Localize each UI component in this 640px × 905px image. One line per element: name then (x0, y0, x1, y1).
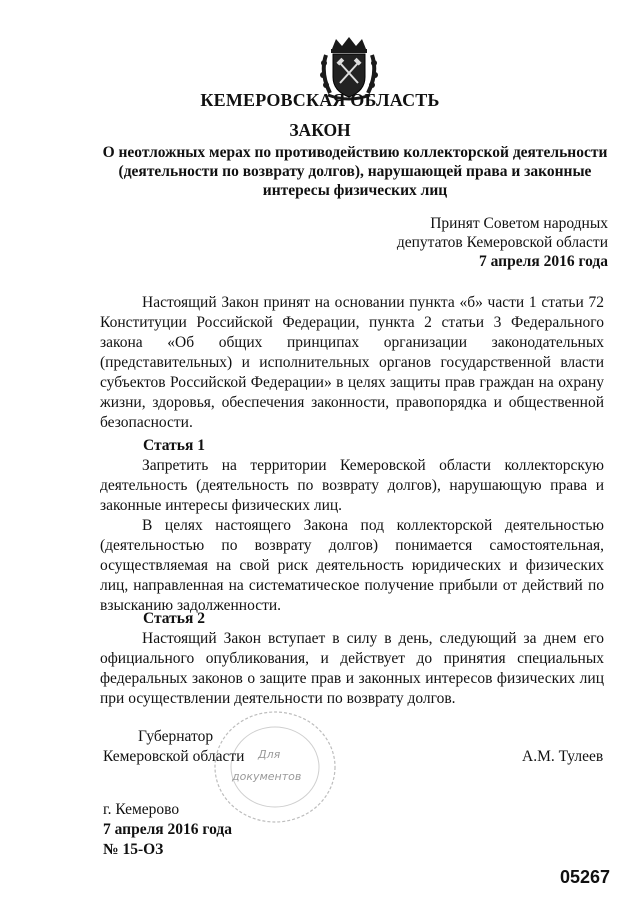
signing-date: 7 апреля 2016 года (103, 821, 232, 838)
city: г. Кемерово (103, 801, 180, 818)
article-2-heading: Статья 2 (143, 610, 205, 627)
adoption-date: 7 апреля 2016 года (479, 253, 608, 270)
article-1-heading: Статья 1 (143, 437, 205, 454)
preamble (100, 293, 604, 433)
place-date-block (103, 800, 232, 860)
document-type: ЗАКОН (289, 120, 351, 140)
paragraph-text: В целях настоящего Закона под коллекторской деятельностью (деятельностью по возврату долгов) понимается самостоятельная, осуществляемая на свой риск деятельность юридических и физических лиц, направленная на систематическое получение прибыли от действий по взысканию задолженности. (100, 517, 604, 614)
article-2-paragraph (100, 629, 604, 709)
adoption-line: Принят Советом народных (430, 215, 608, 232)
law-title-line: О неотложных мерах по противодействию коллекторской деятельности (102, 144, 608, 161)
signer-title: Губернатор (138, 728, 214, 745)
law-title-line: (деятельности по возврату долгов), нарушающей права и законные (118, 163, 592, 180)
signer-name: А.М. Тулеев (522, 748, 604, 765)
article-1-paragraph (100, 456, 604, 516)
adoption-line: депутатов Кемеровской области (396, 234, 608, 251)
adoption-block (397, 214, 608, 271)
signer-region: Кемеровской области (103, 748, 245, 765)
region-title: КЕМЕРОВСКАЯ ОБЛАСТЬ (200, 90, 440, 110)
article-1-paragraph (100, 516, 604, 616)
law-number: № 15-ОЗ (103, 841, 164, 858)
paragraph-text: Настоящий Закон вступает в силу в день, следующий за днем его официального опубликования, и действует до принятия специальных федеральных законов о защите прав и законных интересов физических лиц при осуществлении деятельности по возврату долгов. (100, 630, 604, 707)
signer-position (103, 727, 244, 767)
document-number: 05267 (560, 867, 611, 887)
paragraph-text: Запретить на территории Кемеровской области коллекторскую деятельность (деятельность по возврату долгов), нарушающую права и законные интересы физических лиц. (100, 457, 604, 514)
law-title (100, 143, 610, 200)
preamble-text: Настоящий Закон принят на основании пункта «б» части 1 статьи 72 Конституции Российской Федерации, пункта 2 статьи 3 Федерального закона «Об общих принципах организации законодательных (представительных) и исполнительных органов государственной власти субъектов Российской Федерации» в целях защиты прав граждан на охрану жизни, здоровья, обеспечения законности, правопорядка и общественной безопасности. (100, 294, 604, 431)
stamp-text: Для (258, 748, 281, 761)
stamp-text: документов (232, 770, 302, 783)
law-title-line: интересы физических лиц (262, 182, 448, 199)
